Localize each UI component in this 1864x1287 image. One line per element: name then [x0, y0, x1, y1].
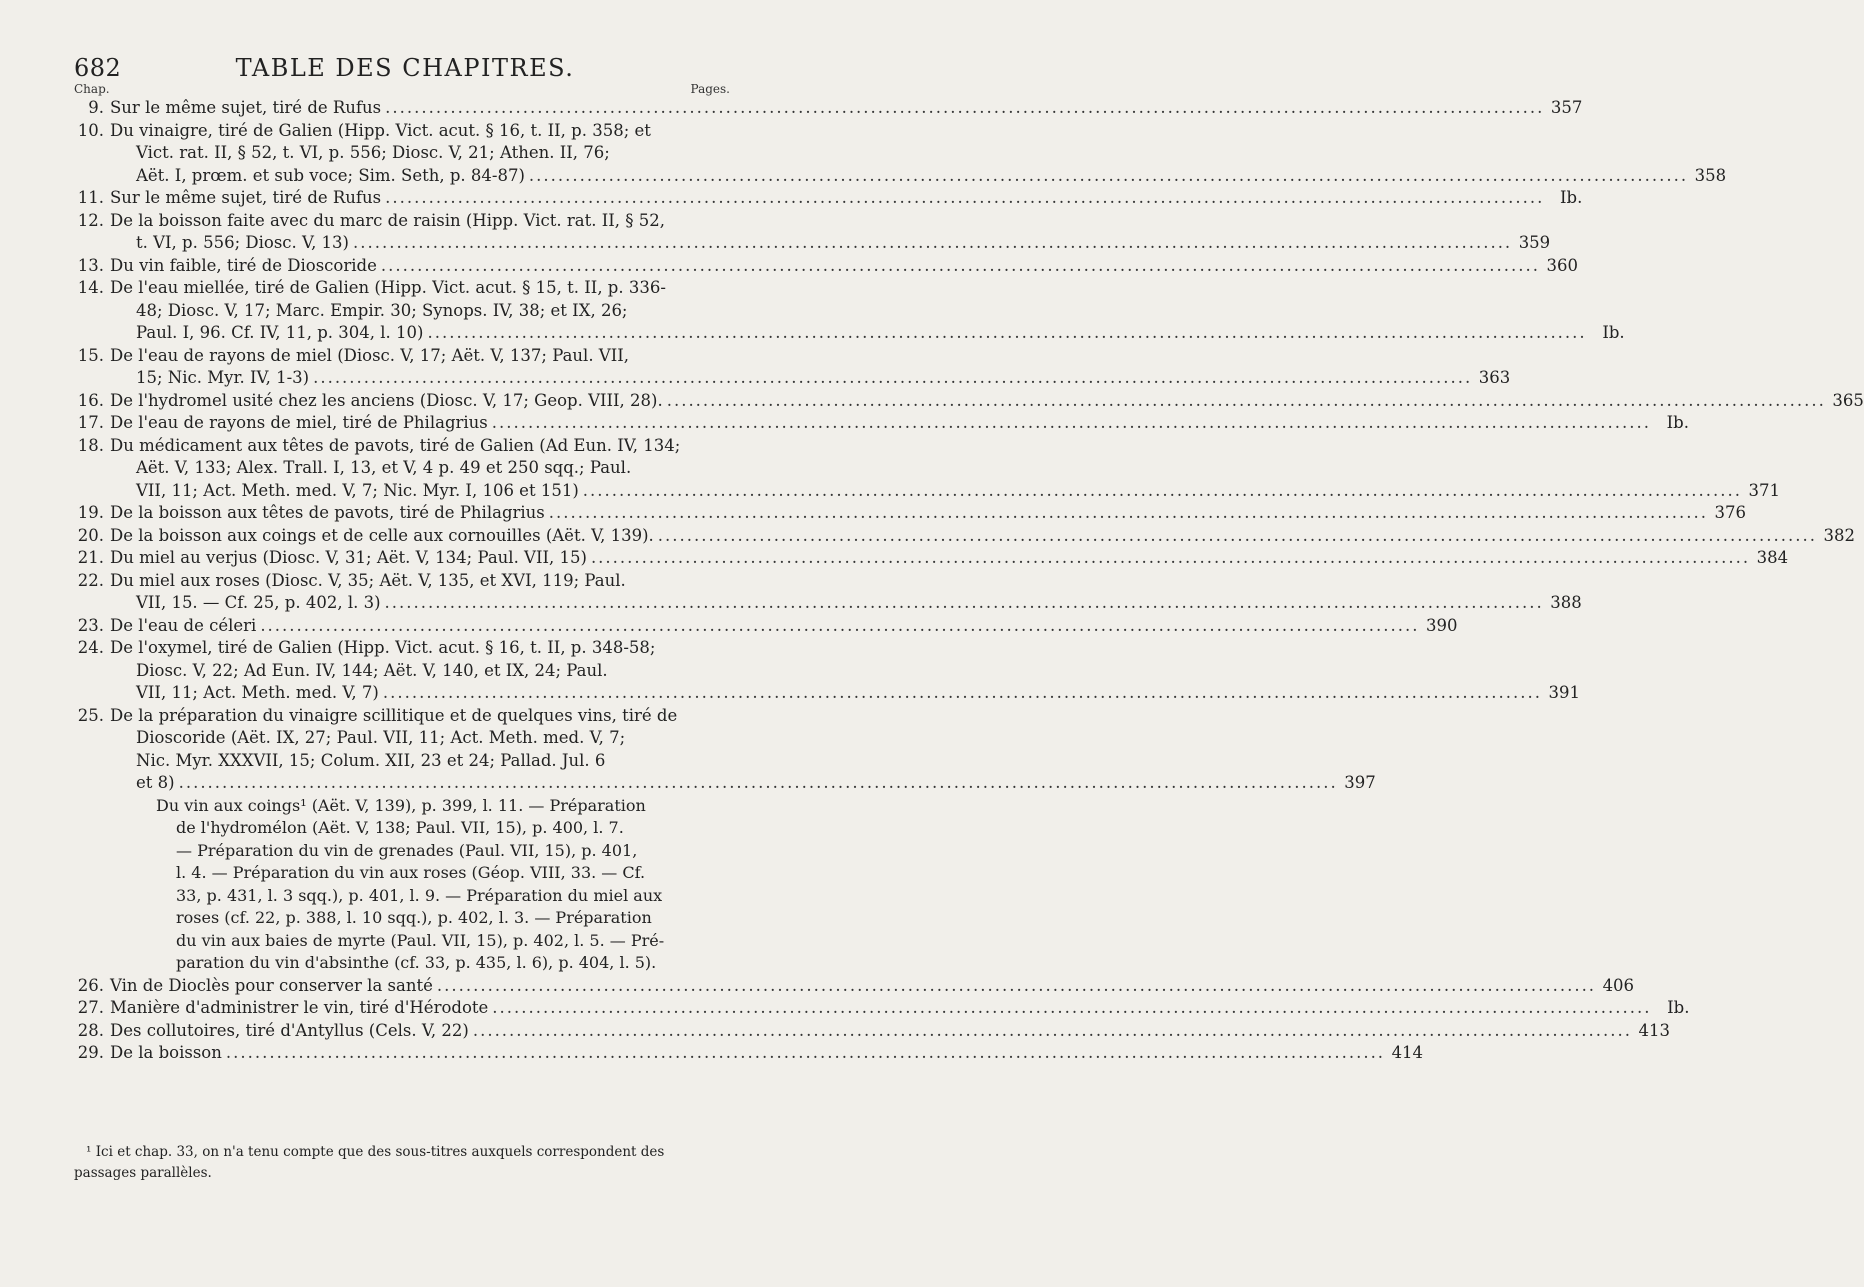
- chapter-line-text: Vin de Dioclès pour conserver la santé: [110, 975, 433, 995]
- footnote-line: passages parallèles.: [74, 1165, 212, 1181]
- chapter-line-text: De la boisson aux coings et de celle aux cornouilles (Aët. V, 139).: [110, 525, 654, 545]
- chapter-line: [110, 547, 1789, 570]
- chapter-entry: [72, 210, 1551, 255]
- column-label-chapter: Chap.: [74, 82, 110, 96]
- chapter-number: 12.: [77, 210, 104, 230]
- chapter-number: 19.: [77, 503, 104, 522]
- chapter-entry: [72, 1042, 1424, 1065]
- chapter-entry: [72, 277, 1625, 345]
- chapter-line: [110, 682, 1581, 705]
- sub-title-line: — Préparation du vin de grenades (Paul. VII, 15), p. 401,: [176, 840, 638, 860]
- chapter-line: [110, 1042, 1424, 1065]
- chapter-line: Du miel aux roses (Diosc. V, 35; Aët. V, 135, et XVI, 119; Paul.: [110, 570, 626, 590]
- chapter-text: [110, 412, 1689, 435]
- leader-dots: [383, 682, 1542, 705]
- chapter-line-text: De l'eau de rayons de miel, tiré de Philagrius: [110, 413, 488, 432]
- chapter-line: [110, 412, 1689, 435]
- leader-dots: [492, 412, 1651, 435]
- leader-dots: [492, 997, 1651, 1020]
- chapter-text: [110, 277, 1625, 345]
- chapter-number: 24.: [77, 638, 104, 657]
- chapter-text: [110, 435, 1780, 503]
- chapter-line: [110, 525, 1855, 548]
- sub-title-line: du vin aux baies de myrte (Paul. VII, 15), p. 402, l. 5. — Pré-: [176, 930, 665, 950]
- chapter-line: [110, 97, 1583, 120]
- page-ref: Ib.: [1666, 413, 1689, 432]
- chapter-text: [110, 1042, 1424, 1065]
- leader-dots: [179, 772, 1338, 795]
- sub-title-line: paration du vin d'absinthe (cf. 33, p. 435, l. 6), p. 404, l. 5).: [176, 953, 657, 972]
- chapter-line: [110, 165, 1727, 188]
- chapter-entry: [72, 435, 1780, 503]
- chapter-entry: [72, 705, 1376, 795]
- chapter-entry: [72, 345, 1511, 390]
- chapter-line-text: De la boisson aux têtes de pavots, tiré de Philagrius: [110, 503, 545, 522]
- chapter-text: [110, 547, 1789, 570]
- leader-dots: [583, 480, 1742, 503]
- chapter-line: Aët. V, 133; Alex. Trall. I, 13, et V, 4 p. 49 et 250 sqq.; Paul.: [136, 458, 632, 477]
- chapter-line: Vict. rat. II, § 52, t. VI, p. 556; Diosc. V, 21; Athen. II, 76;: [136, 143, 610, 162]
- chapter-text: [110, 975, 1635, 998]
- page-ref: 406: [1602, 975, 1635, 995]
- page-ref: 413: [1638, 1020, 1671, 1040]
- chapter-line: [110, 367, 1511, 390]
- chapter-number: 14.: [77, 278, 104, 297]
- chapter-line: De la boisson faite avec du marc de raisin (Hipp. Vict. rat. II, § 52,: [110, 210, 665, 230]
- chapter-text: [110, 97, 1583, 120]
- footnote-line: ¹ Ici et chap. 33, on n'a tenu compte que des sous-titres auxquels correspondent des: [86, 1144, 665, 1160]
- chapter-entry: [72, 997, 1690, 1020]
- page-header: [74, 54, 736, 86]
- chapter-line-text: Paul. I, 96. Cf. IV, 11, p. 304, l. 10): [136, 323, 424, 342]
- page-ref: 359: [1518, 233, 1551, 252]
- column-label-pages: Pages.: [690, 82, 730, 96]
- leader-dots: [427, 322, 1586, 345]
- leader-dots: [226, 1042, 1385, 1065]
- chapter-entry: [72, 502, 1746, 525]
- chapter-line-text: De l'eau de céleri: [110, 615, 257, 635]
- chapter-line: Du vinaigre, tiré de Galien (Hipp. Vict. acut. § 16, t. II, p. 358; et: [110, 120, 651, 140]
- chapter-text: [110, 187, 1583, 210]
- leader-dots: [549, 502, 1708, 525]
- leader-dots: [260, 615, 1419, 638]
- chapter-number: 26.: [77, 975, 104, 995]
- chapter-line: Diosc. V, 22; Ad Eun. IV, 144; Aët. V, 140, et IX, 24; Paul.: [136, 660, 608, 680]
- chapter-text: [110, 570, 1582, 615]
- table-of-chapters: [72, 97, 1864, 1065]
- chapter-text: [110, 255, 1579, 278]
- chapter-number: 10.: [77, 120, 104, 140]
- chapter-entry: [72, 615, 1458, 638]
- chapter-number: 16.: [77, 390, 104, 410]
- page-ref: 414: [1391, 1043, 1424, 1062]
- chapter-entry: [72, 120, 1727, 188]
- chapter-entry: [72, 97, 1583, 120]
- chapter-line: [110, 390, 1864, 413]
- chapter-line: [110, 1020, 1671, 1043]
- page-ref: Ib.: [1602, 323, 1625, 342]
- page-ref: Ib.: [1560, 188, 1583, 207]
- leader-dots: [658, 525, 1817, 548]
- chapter-line-text: t. VI, p. 556; Diosc. V, 13): [136, 233, 349, 252]
- chapter-entry: [72, 525, 1855, 548]
- chapter-line: Dioscoride (Aët. IX, 27; Paul. VII, 11; Act. Meth. med. V, 7;: [136, 728, 626, 747]
- chapter-number: 17.: [77, 413, 104, 432]
- chapter-entry: [72, 412, 1689, 435]
- chapter-line: [110, 997, 1690, 1020]
- chapter-text: [110, 997, 1690, 1020]
- chapter-text: [110, 502, 1746, 525]
- chapter-text: [110, 120, 1727, 188]
- chapter-text: [110, 345, 1511, 390]
- chapter-line-text: Du miel au verjus (Diosc. V, 31; Aët. V, 134; Paul. VII, 15): [110, 548, 587, 567]
- chapter-line: [110, 592, 1582, 615]
- page-ref: 391: [1548, 683, 1581, 702]
- page-title: TABLE DES CHAPITRES.: [235, 54, 575, 82]
- chapter-line-text: Sur le même sujet, tiré de Rufus: [110, 188, 382, 207]
- leader-dots: [385, 592, 1544, 615]
- chapter-number: 28.: [77, 1020, 104, 1040]
- chapter-line-text: et 8): [136, 773, 175, 792]
- page-ref: 358: [1694, 165, 1727, 185]
- leader-dots: [381, 255, 1540, 278]
- chapter-entry: [72, 390, 1864, 413]
- page-ref: 376: [1714, 503, 1746, 522]
- chapter-line-text: De la boisson: [110, 1043, 222, 1062]
- chapter-number: 27.: [77, 998, 104, 1017]
- chapter-line: 48; Diosc. V, 17; Marc. Empir. 30; Synops. IV, 38; et IX, 26;: [136, 300, 628, 320]
- page-ref: 384: [1756, 548, 1789, 567]
- chapter-line-text: Du vin faible, tiré de Dioscoride: [110, 255, 377, 275]
- leader-dots: [313, 367, 1472, 390]
- chapter-text: [110, 1020, 1671, 1043]
- chapter-line-text: VII, 15. — Cf. 25, p. 402, l. 3): [136, 593, 381, 612]
- chapter-text: [110, 210, 1551, 255]
- page-ref: Ib.: [1667, 998, 1690, 1017]
- chapter-line: De l'eau miellée, tiré de Galien (Hipp. Vict. acut. § 15, t. II, p. 336-: [110, 278, 666, 297]
- chapter-entry: [72, 570, 1582, 615]
- page-number: 682: [74, 54, 122, 82]
- chapter-number: 25.: [77, 705, 104, 725]
- chapter-text: [110, 390, 1864, 413]
- leader-dots: [385, 187, 1544, 210]
- chapter-line: De la préparation du vinaigre scillitique et de quelques vins, tiré de: [110, 705, 678, 725]
- chapter-number: 22.: [77, 570, 104, 590]
- sub-title-line: l. 4. — Préparation du vin aux roses (Géop. VIII, 33. — Cf.: [176, 863, 646, 882]
- chapter-line: [110, 772, 1376, 795]
- chapter-line: Nic. Myr. XXXVII, 15; Colum. XII, 23 et 24; Pallad. Jul. 6: [136, 750, 606, 770]
- sub-title-line: roses (cf. 22, p. 388, l. 10 sqq.), p. 402, l. 3. — Préparation: [176, 908, 652, 927]
- chapter-entry: [72, 547, 1789, 570]
- chapter-text: [110, 705, 1376, 795]
- chapter-number: 21.: [77, 548, 104, 567]
- chapter-number: 9.: [88, 98, 104, 117]
- leader-dots: [591, 547, 1750, 570]
- chapter-entry: [72, 975, 1635, 998]
- sub-titles-block: [72, 795, 732, 975]
- sub-title-line: de l'hydromélon (Aët. V, 138; Paul. VII, 15), p. 400, l. 7.: [176, 818, 624, 837]
- chapter-text: [110, 525, 1855, 548]
- page-ref: 382: [1823, 525, 1855, 545]
- page-ref: 357: [1550, 98, 1583, 117]
- chapter-entry: [72, 255, 1579, 278]
- chapter-number: 23.: [77, 615, 104, 635]
- chapter-text: [110, 637, 1581, 705]
- chapter-line: [110, 187, 1583, 210]
- chapter-line: [110, 232, 1551, 255]
- page-ref: 360: [1546, 255, 1579, 275]
- chapter-line-text: VII, 11; Act. Meth. med. V, 7): [136, 683, 379, 702]
- page-ref: 388: [1550, 593, 1582, 612]
- leader-dots: [353, 232, 1512, 255]
- chapter-line: [110, 502, 1746, 525]
- page-ref: 365: [1832, 390, 1864, 410]
- chapter-line: De l'oxymel, tiré de Galien (Hipp. Vict. acut. § 16, t. II, p. 348-58;: [110, 638, 656, 657]
- sub-title-line: 33, p. 431, l. 3 sqq.), p. 401, l. 9. — Préparation du miel aux: [176, 885, 663, 905]
- chapter-line-text: De l'hydromel usité chez les anciens (Diosc. V, 17; Geop. VIII, 28).: [110, 390, 663, 410]
- chapter-entry: [72, 1020, 1671, 1043]
- page-ref: 371: [1748, 480, 1780, 500]
- chapter-line-text: Des collutoires, tiré d'Antyllus (Cels. V, 22): [110, 1020, 469, 1040]
- page-ref: 363: [1478, 368, 1511, 387]
- leader-dots: [667, 390, 1826, 413]
- chapter-number: 29.: [77, 1043, 104, 1062]
- chapter-line: [110, 480, 1780, 503]
- chapter-entry: [72, 637, 1581, 705]
- chapter-line-text: Sur le même sujet, tiré de Rufus: [110, 98, 382, 117]
- chapter-number: 15.: [77, 345, 104, 365]
- chapter-text: [110, 615, 1458, 638]
- footnote: [74, 1142, 732, 1184]
- chapter-line-text: Manière d'administrer le vin, tiré d'Hérodote: [110, 998, 489, 1017]
- page-ref: 397: [1344, 773, 1376, 792]
- page-ref: 390: [1426, 615, 1458, 635]
- chapter-entry: [72, 187, 1583, 210]
- leader-dots: [385, 97, 1544, 120]
- leader-dots: [529, 165, 1688, 188]
- chapter-number: 11.: [77, 188, 104, 207]
- chapter-line-text: Aët. I, prœm. et sub voce; Sim. Seth, p. 84-87): [136, 165, 525, 185]
- chapter-line-text: 15; Nic. Myr. IV, 1-3): [136, 368, 310, 387]
- chapter-line: Du médicament aux têtes de pavots, tiré de Galien (Ad Eun. IV, 134;: [110, 435, 681, 455]
- chapter-number: 18.: [77, 435, 104, 455]
- chapter-number: 13.: [77, 255, 104, 275]
- chapter-line: [110, 322, 1625, 345]
- chapter-line: [110, 615, 1458, 638]
- chapter-number: 20.: [77, 525, 104, 545]
- chapter-line: [110, 975, 1635, 998]
- leader-dots: [437, 975, 1596, 998]
- chapter-line: De l'eau de rayons de miel (Diosc. V, 17; Aët. V, 137; Paul. VII,: [110, 345, 630, 365]
- leader-dots: [473, 1020, 1632, 1043]
- sub-title-line: Du vin aux coings¹ (Aët. V, 139), p. 399, l. 11. — Préparation: [156, 795, 646, 815]
- chapter-line: [110, 255, 1579, 278]
- chapter-line-text: VII, 11; Act. Meth. med. V, 7; Nic. Myr. I, 106 et 151): [136, 480, 579, 500]
